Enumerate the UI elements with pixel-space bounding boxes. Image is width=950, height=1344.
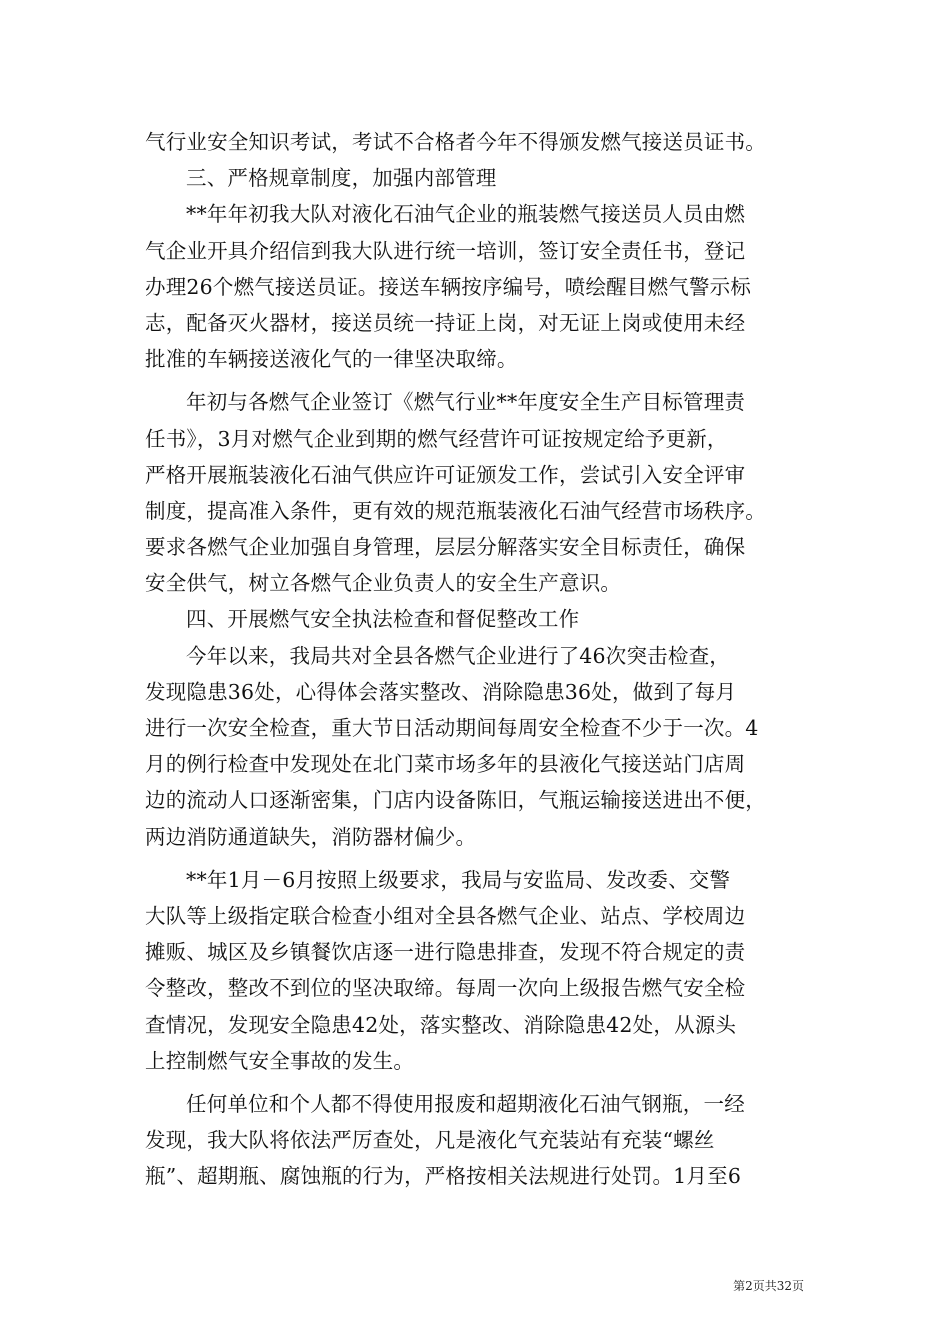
text-line: 摊贩、城区及乡镇餐饮店逐一进行隐患排查，发现不符合规定的责 xyxy=(145,940,746,965)
paragraph-first-line: 年初与各燃气企业签订《燃气行业**年度安全生产目标管理责 xyxy=(186,390,746,415)
text-line: 大队等上级指定联合检查小组对全县各燃气企业、站点、学校周边 xyxy=(145,903,746,928)
paragraph-first-line: 任何单位和个人都不得使用报废和超期液化石油气钢瓶，一经 xyxy=(186,1091,745,1116)
paragraph-gap xyxy=(145,855,805,862)
text-line: 气企业开具介绍信到我大队进行统一培训，签订安全责任书，登记 xyxy=(145,238,746,263)
paragraph-gap xyxy=(145,1079,805,1086)
paragraph-first-line: **年年初我大队对液化石油气企业的瓶装燃气接送员人员由燃 xyxy=(186,202,746,227)
section-heading: 四、开展燃气安全执法检查和督促整改工作 xyxy=(186,607,580,632)
text-line: 瓶”、超期瓶、腐蚀瓶的行为，严格按相关法规进行处罚。1月至6 xyxy=(145,1164,742,1189)
text-line: 月的例行检查中发现处在北门菜市场多年的县液化气接送站门店周 xyxy=(145,752,746,777)
text-line: 办理26个燃气接送员证。接送车辆按序编号，喷绘醒目燃气警示标 xyxy=(145,274,752,299)
text-line: 制度，提高准入条件，更有效的规范瓶装液化石油气经营市场秩序。 xyxy=(145,498,766,523)
paragraph-first-line: **年1月－6月按照上级要求，我局与安监局、发改委、交警 xyxy=(186,867,731,892)
page-footer xyxy=(733,1278,804,1294)
text-line: 上控制燃气安全事故的发生。 xyxy=(145,1048,415,1073)
page-number-label: 第2页共32页 xyxy=(733,1279,804,1293)
section-heading: 三、严格规章制度，加强内部管理 xyxy=(186,166,497,191)
text-line: 发现隐患36处，心得体会落实整改、消除隐患36处，做到了每月 xyxy=(145,679,737,704)
text-line: 查情况，发现安全隐患42处，落实整改、消除隐患42处，从源头 xyxy=(145,1012,737,1037)
text-line: 两边消防通道缺失，消防器材偏少。 xyxy=(145,824,477,849)
document-body xyxy=(145,124,805,1194)
paragraph-first-line: 今年以来，我局共对全县各燃气企业进行了46次突击检查， xyxy=(186,643,730,668)
text-line: 边的流动人口逐渐密集，门店内设备陈旧，气瓶运输接送进出不便， xyxy=(145,788,766,813)
text-line: 气行业安全知识考试，考试不合格者今年不得颁发燃气接送员证书。 xyxy=(145,130,766,154)
text-line: 发现，我大队将依法严厉查处，凡是液化气充装站有充装“螺丝 xyxy=(145,1128,715,1153)
text-line: 志，配备灭火器材，接送员统一持证上岗，对无证上岗或使用未经 xyxy=(145,310,746,335)
text-line: 安全供气，树立各燃气企业负责人的安全生产意识。 xyxy=(145,571,622,596)
text-line: 进行一次安全检查，重大节日活动期间每周安全检查不少于一次。4 xyxy=(145,716,759,740)
text-line: 要求各燃气企业加强自身管理，层层分解落实安全目标责任，确保 xyxy=(145,535,746,560)
text-line: 任书》，3月对燃气企业到期的燃气经营许可证按规定给予更新， xyxy=(145,426,728,451)
text-line: 令整改，整改不到位的坚决取缔。每周一次向上级报告燃气安全检 xyxy=(145,976,746,1001)
text-line: 严格开展瓶装液化石油气供应许可证颁发工作，尝试引入安全评审 xyxy=(145,462,746,487)
text-line: 批准的车辆接送液化气的一律坚决取缔。 xyxy=(145,347,518,372)
paragraph-gap xyxy=(145,377,805,384)
